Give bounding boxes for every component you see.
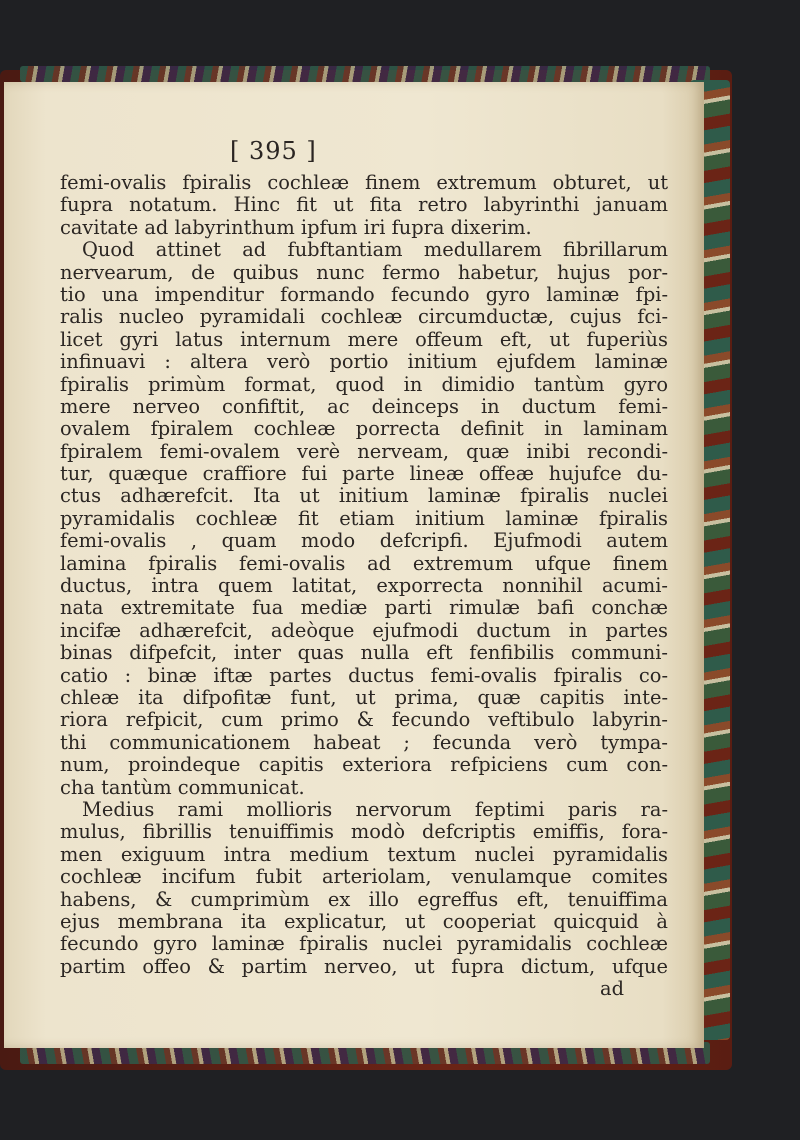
text-line: binas difpefcit, inter quas nulla eft fenfibilis communi- <box>60 641 668 665</box>
text-line: Quod attinet ad fubftantiam medullarem fibrillarum <box>82 238 668 262</box>
text-line: riora refpicit, cum primo & fecundo veftibulo labyrin- <box>60 708 668 732</box>
text-line: ejus membrana ita explicatur, ut cooperiat quicquid à <box>60 909 668 933</box>
text-line: partim offeo & partim nerveo, ut fupra dictum, ufque <box>60 954 668 978</box>
text-line: chleæ ita difpofitæ funt, ut prima, quæ capitis inte- <box>60 685 668 709</box>
page-body-text <box>60 172 668 1000</box>
text-line: men exiguum intra medium textum nuclei pyramidalis <box>60 842 668 866</box>
text-line: tio una impenditur formando fecundo gyro laminæ fpi- <box>60 282 668 306</box>
text-line: nervearum, de quibus nunc fermo habetur, hujus por- <box>60 260 668 284</box>
text-line: catio : binæ iftæ partes ductus femi-ovalis fpiralis co- <box>60 663 668 687</box>
text-line: licet gyri latus internum mere offeum eft, ut fuperiùs <box>60 327 668 351</box>
text-line: incifæ adhærefcit, adeòque ejufmodi ductum in partes <box>60 618 668 642</box>
marbled-edge-top <box>20 66 710 82</box>
text-line: lamina fpiralis femi-ovalis ad extremum ufque finem <box>60 551 668 575</box>
text-line: tur, quæque craffiore fui parte lineæ offeæ hujufce du- <box>60 462 668 486</box>
text-line: pyramidalis cochleæ fit etiam initium laminæ fpiralis <box>60 506 668 530</box>
text-line: fpiralis primùm format, quod in dimidio tantùm gyro <box>60 372 668 396</box>
text-line: infinuavi : altera verò portio initium ejufdem laminæ <box>60 350 668 374</box>
text-line: cochleæ incifum fubit arteriolam, venulamque comites <box>60 865 668 889</box>
text-line: Medius rami mollioris nervorum feptimi paris ra- <box>82 797 668 821</box>
text-line: femi-ovalis fpiralis cochleæ finem extremum obturet, ut <box>60 171 668 194</box>
text-line: ctus adhærefcit. Ita ut initium laminæ fpiralis nuclei <box>60 484 668 508</box>
text-line: nata extremitate fua mediæ parti rimulæ bafi conchæ <box>60 596 668 620</box>
text-line: mere nerveo confiftit, ac deinceps in ductum femi- <box>60 394 668 418</box>
text-line: ductus, intra quem latitat, exporrecta nonnihil acumi- <box>60 574 668 598</box>
text-line: cavitate ad labyrinthum ipfum iri fupra dixerim. <box>60 215 532 239</box>
text-line: cha tantùm communicat. <box>60 775 305 799</box>
text-line: thi communicationem habeat ; fecunda verò tympa- <box>60 730 668 754</box>
text-line: fpiralem femi-ovalem verè nerveam, quæ inibi recondi- <box>60 439 668 463</box>
text-line: ad <box>600 977 624 1001</box>
text-line: ralis nucleo pyramidali cochleæ circumductæ, cujus fci- <box>60 305 668 329</box>
text-line: fupra notatum. Hinc fit ut fita retro labyrinthi januam <box>60 193 668 217</box>
text-line: ovalem fpiralem cochleæ porrecta definit in laminam <box>60 417 668 441</box>
text-line: fecundo gyro laminæ fpiralis nuclei pyramidalis cochleæ <box>60 932 668 956</box>
text-line: num, proindeque capitis exteriora refpiciens cum con- <box>60 753 668 777</box>
text-line: habens, & cumprimùm ex illo egreffus eft, tenuiffima <box>60 887 668 911</box>
text-line: mulus, fibrillis tenuiffimis modò defcriptis emiffis, fora- <box>60 820 668 844</box>
text-line: femi-ovalis , quam modo defcripfi. Ejufmodi autem <box>60 529 668 553</box>
page-number-header: [ 395 ] <box>230 137 317 165</box>
